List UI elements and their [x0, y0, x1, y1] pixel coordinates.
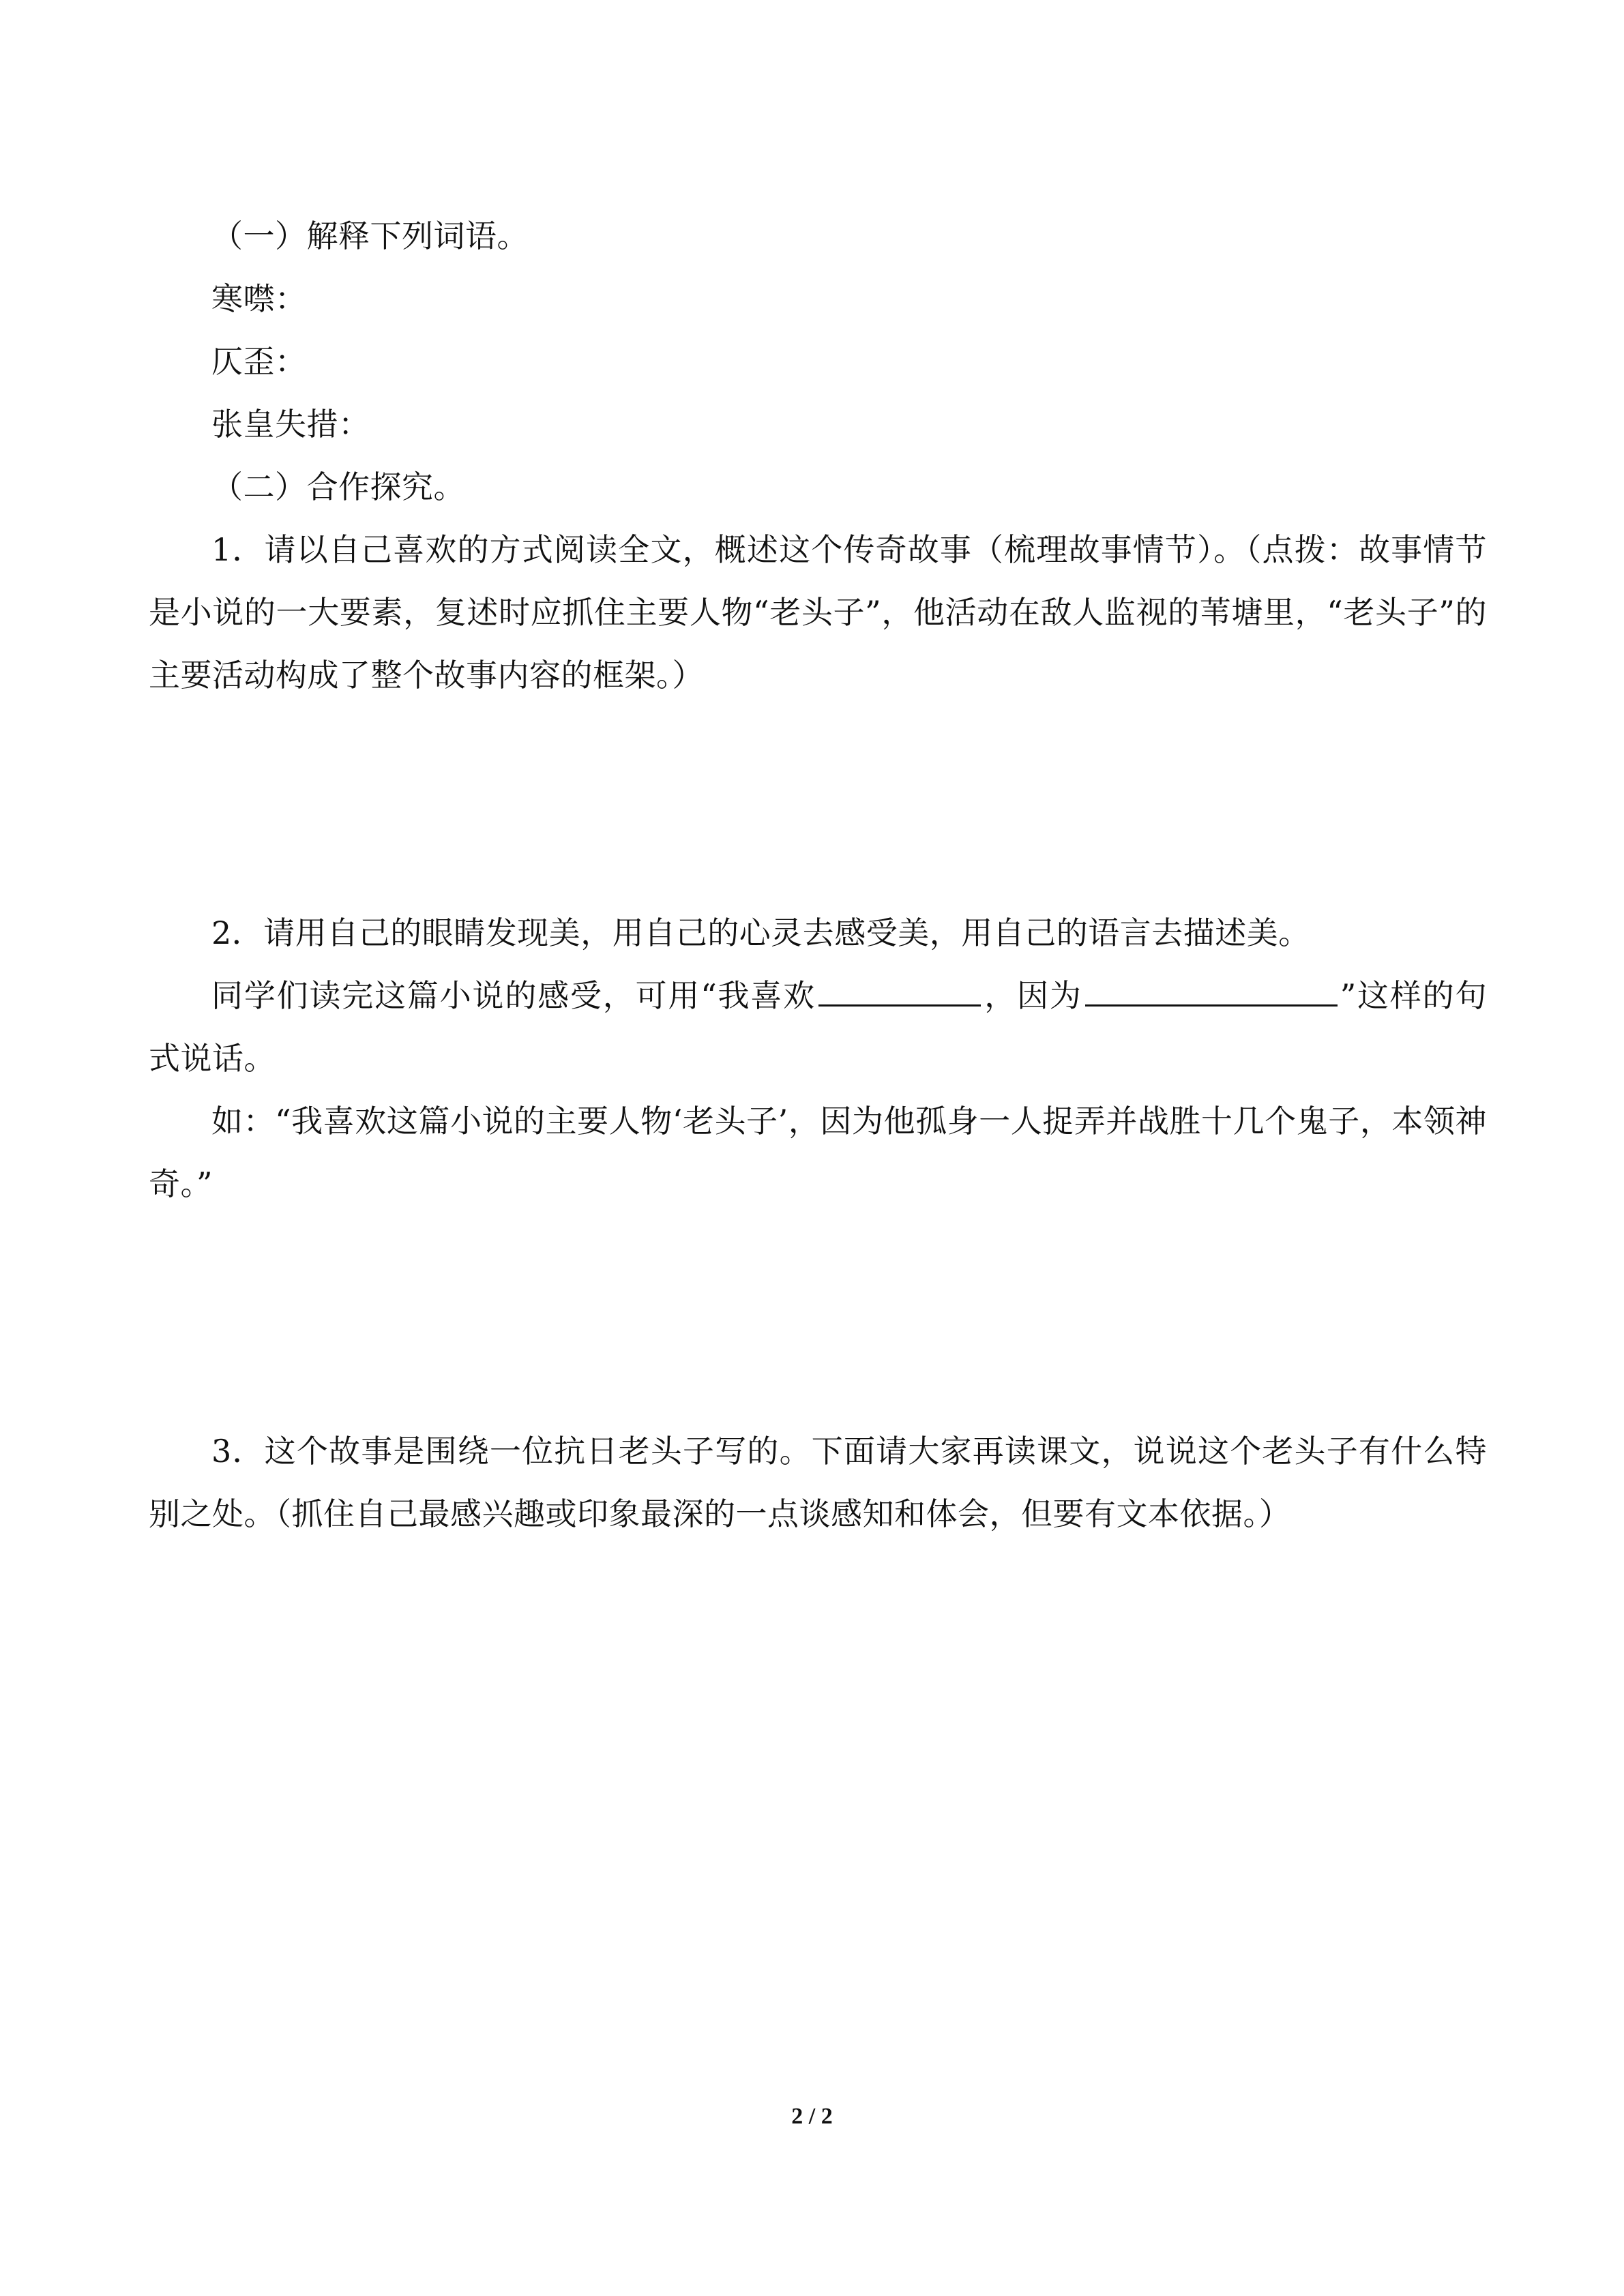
pattern-part-2: ，因为 — [983, 977, 1082, 1014]
term-zewai: 仄歪： — [211, 343, 307, 380]
question-2-prompt: 2．请用自己的眼睛发现美，用自己的心灵去感受美，用自己的语言去描述美。 — [211, 914, 1310, 951]
section-heading-cooperative-inquiry: （二）合作探究。 — [211, 468, 465, 505]
pattern-part-3: ”这样的句式说话。 — [149, 977, 1487, 1077]
document-body — [149, 205, 1487, 1545]
answer-space-q2 — [149, 1215, 1487, 1420]
pattern-part-1: 同学们读完这篇小说的感受，可用“我喜欢 — [211, 977, 816, 1014]
answer-space-q1 — [149, 706, 1487, 901]
question-2-sentence-pattern — [149, 964, 1487, 1090]
question-1: 1．请以自己喜欢的方式阅读全文，概述这个传奇故事（梳理故事情节）。（点拨：故事情节是小说的一大要素，复述时应抓住主要人物“老头子”，他活动在敌人监视的苇塘里，“老头子”的主要活动构成了整个故事内容的框架。） — [149, 531, 1487, 694]
question-2-example: 如：“我喜欢这篇小说的主要人物‘老头子’，因为他孤身一人捉弄并战胜十几个鬼子，本领神奇。” — [149, 1103, 1487, 1202]
section-heading-explain-words: （一）解释下列词语。 — [211, 218, 529, 254]
question-3: 3．这个故事是围绕一位抗日老头子写的。下面请大家再读课文，说说这个老头子有什么特别之处。（抓住自己最感兴趣或印象最深的一点谈感知和体会，但要有文本依据。） — [149, 1433, 1487, 1532]
page-number: 2 / 2 — [791, 2104, 833, 2129]
term-hanjin: 寒噤： — [211, 280, 307, 317]
term-zhanghuangshicuo: 张皇失措： — [211, 406, 370, 443]
fill-blank-because[interactable] — [1085, 973, 1338, 1007]
fill-blank-like[interactable] — [818, 973, 981, 1007]
